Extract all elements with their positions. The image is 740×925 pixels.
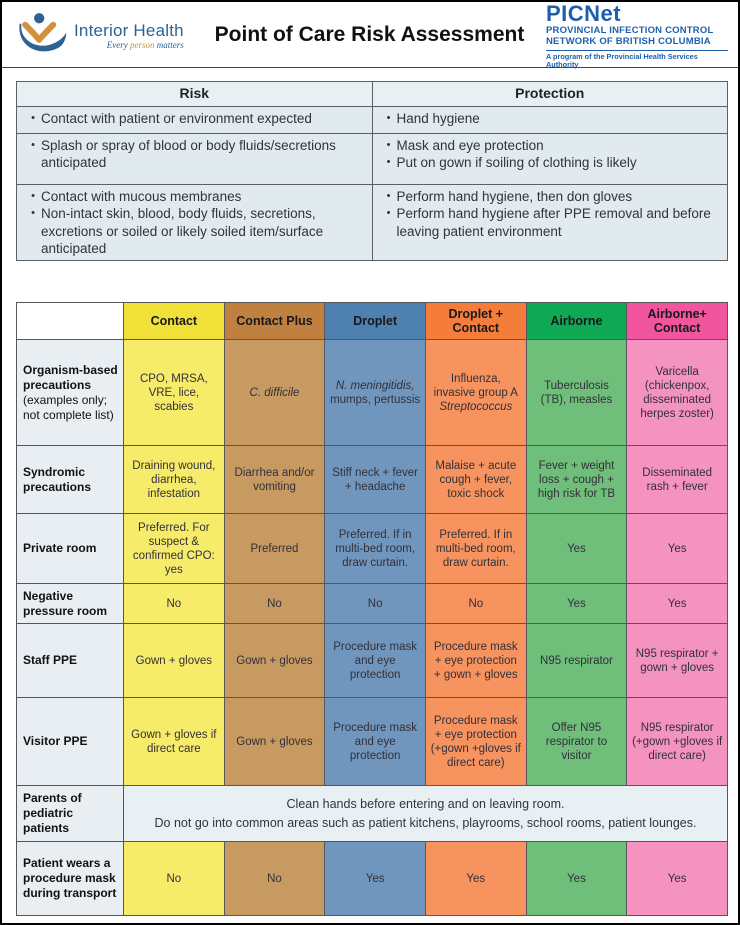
matrix-body [17, 340, 728, 916]
picnet-subtitle: A program of the Provincial Health Services Authority [546, 51, 698, 69]
bullet-icon: • [31, 190, 35, 202]
bullet-text: Put on gown if soiling of clothing is likely [396, 155, 637, 171]
row-label [17, 698, 124, 786]
row-label [17, 340, 124, 446]
tagline-word: person [130, 39, 155, 50]
cell-text: N. meningitidis, [335, 379, 415, 392]
span-cell [124, 786, 728, 842]
row-label-text: Syndromic precautions [23, 464, 92, 494]
column-header-airborne: Airborne [526, 303, 627, 340]
row-label-text: Negative pressure room [23, 588, 108, 618]
tagline-word: Every [106, 39, 128, 50]
bullet-text: Non-intact skin, blood, body fluids, secretions, excretions or soiled or likely soiled item/surface anticipated [41, 206, 324, 256]
bullet-icon: • [31, 112, 35, 124]
matrix-row [17, 624, 728, 698]
matrix-row [17, 514, 728, 584]
matrix-cell: Gown + gloves if direct care [124, 698, 225, 786]
protection-cell [372, 185, 728, 261]
matrix-cell: Gown + gloves [224, 698, 325, 786]
column-header-airborne-contact: Airborne+ Contact [627, 303, 728, 340]
matrix-cell: Fever + weight loss + cough + high risk for TB [526, 446, 627, 514]
column-header-contact: Contact [124, 303, 225, 340]
matrix-cell: Varicella (chickenpox, disseminated herpes zoster) [627, 340, 728, 446]
risk-cell [17, 107, 373, 134]
risk-table-row [17, 185, 728, 261]
bullet-icon: • [386, 139, 391, 151]
matrix-cell: Procedure mask + eye protection (+gown +gloves if direct care) [425, 698, 526, 786]
matrix-cell: Yes [325, 842, 426, 916]
matrix-cell: Yes [627, 842, 728, 916]
matrix-cell: Tuberculosis (TB), measles [526, 340, 627, 446]
bullet-item [381, 205, 722, 240]
bullet-text: Splash or spray of blood or body fluids/secretions anticipated [41, 138, 336, 171]
matrix-cell [425, 340, 526, 446]
bullet-icon: • [31, 139, 35, 151]
matrix-cell: Stiff neck + fever + headache [325, 446, 426, 514]
row-label [17, 584, 124, 624]
bullet-text: Mask and eye protection [396, 138, 544, 153]
interior-health-tagline [74, 40, 184, 50]
matrix-cell: No [425, 584, 526, 624]
row-label [17, 514, 124, 584]
picnet-line2: NETWORK OF BRITISH COLUMBIA [546, 35, 711, 47]
matrix-row [17, 584, 728, 624]
picnet-logo [546, 2, 728, 68]
bullet-icon: • [386, 207, 391, 220]
matrix-cell: Procedure mask and eye protection [325, 698, 426, 786]
row-label [17, 624, 124, 698]
matrix-cell: N95 respirator [526, 624, 627, 698]
matrix-cell: No [224, 584, 325, 624]
bullet-icon: • [31, 207, 35, 220]
matrix-cell [224, 340, 325, 446]
matrix-header-row [17, 303, 728, 340]
bullet-item [381, 154, 722, 171]
matrix-cell: Gown + gloves [124, 624, 225, 698]
corner-cell [17, 303, 124, 340]
matrix-cell: Draining wound, diarrhea, infestation [124, 446, 225, 514]
bullet-icon: • [386, 190, 391, 202]
row-label-text: Staff PPE [23, 653, 78, 668]
matrix-row [17, 446, 728, 514]
bullet-item [381, 137, 722, 154]
risk-table-row [17, 134, 728, 185]
picnet-rule [546, 50, 728, 51]
protection-cell [372, 134, 728, 185]
page-header [2, 2, 738, 68]
matrix-cell: N95 respirator + gown + gloves [627, 624, 728, 698]
matrix-row [17, 698, 728, 786]
matrix-cell: Preferred. If in multi-bed room, draw curtain. [325, 514, 426, 584]
matrix-cell: N95 respirator (+gown +gloves if direct care) [627, 698, 728, 786]
matrix-cell: Malaise + acute cough + fever, toxic shock [425, 446, 526, 514]
row-label-note: (examples only; not complete list) [23, 392, 114, 422]
span-cell-line: Clean hands before entering and on leaving room. [286, 797, 565, 812]
matrix-cell: Preferred. If in multi-bed room, draw curtain. [425, 514, 526, 584]
bullet-item [25, 137, 366, 172]
risk-protection-table [16, 81, 728, 261]
bullet-item [381, 188, 722, 205]
row-label-text: Visitor PPE [23, 734, 88, 749]
matrix-row [17, 340, 728, 446]
row-label-text: Parents of pediatric patients [23, 791, 82, 836]
bullet-text: Contact with patient or environment expected [41, 111, 312, 126]
matrix-cell: Diarrhea and/or vomiting [224, 446, 325, 514]
bullet-text: Contact with mucous membranes [41, 189, 242, 204]
matrix-cell: Procedure mask + eye protection + gown + gloves [425, 624, 526, 698]
matrix-cell: Procedure mask and eye protection [325, 624, 426, 698]
bullet-text: Hand hygiene [396, 111, 480, 126]
risk-cell [17, 185, 373, 261]
column-header-droplet: Droplet [325, 303, 426, 340]
cell-text: mumps, pertussis [330, 393, 421, 406]
interior-health-text [74, 21, 184, 50]
cell-text: C. difficile [249, 386, 300, 399]
matrix-cell: No [325, 584, 426, 624]
picnet-line1: PROVINCIAL INFECTION CONTROL [546, 24, 714, 36]
matrix-cell: No [124, 584, 225, 624]
row-label [17, 786, 124, 842]
column-header-contact-plus: Contact Plus [224, 303, 325, 340]
matrix-cell: Yes [627, 584, 728, 624]
row-label-text: Patient wears a procedure mask during transport [23, 856, 117, 901]
risk-table-row [17, 107, 728, 134]
row-label [17, 446, 124, 514]
cell-text: Influenza, invasive group A [433, 372, 518, 399]
page-title: Point of Care Risk Assessment [214, 23, 525, 46]
row-label [17, 842, 124, 916]
row-label-text: Private room [23, 541, 97, 556]
protection-cell [372, 107, 728, 134]
bullet-item [381, 110, 722, 127]
risk-protection-body [17, 107, 728, 261]
interior-health-name: Interior Health [74, 20, 184, 40]
row-label-text: Organism-based precautions [23, 362, 118, 392]
matrix-cell: Yes [526, 584, 627, 624]
matrix-row [17, 842, 728, 916]
precautions-matrix-table [16, 302, 728, 916]
column-header-droplet-contact: Droplet + Contact [425, 303, 526, 340]
bullet-item [25, 110, 366, 127]
picnet-name: PICNet [546, 0, 622, 26]
matrix-cell: Offer N95 respirator to visitor [526, 698, 627, 786]
matrix-row [17, 786, 728, 842]
matrix-cell [325, 340, 426, 446]
matrix-cell: Yes [627, 514, 728, 584]
matrix-cell: Disseminated rash + fever [627, 446, 728, 514]
bullet-icon: • [386, 156, 391, 169]
interior-health-logo [14, 10, 199, 60]
risk-table-header-row [17, 82, 728, 107]
matrix-cell: No [224, 842, 325, 916]
matrix-cell: No [124, 842, 225, 916]
matrix-cell: Gown + gloves [224, 624, 325, 698]
matrix-cell: CPO, MRSA, VRE, lice, scabies [124, 340, 225, 446]
bullet-icon: • [386, 112, 391, 124]
bullet-text: Perform hand hygiene, then don gloves [396, 189, 633, 204]
interior-health-logo-icon [14, 10, 70, 60]
risk-cell [17, 134, 373, 185]
span-cell-line: Do not go into common areas such as patient kitchens, playrooms, school rooms, patient lounges. [154, 815, 697, 830]
matrix-cell: Yes [425, 842, 526, 916]
protection-column-header: Protection [372, 82, 728, 107]
matrix-cell: Preferred. For suspect & confirmed CPO: yes [124, 514, 225, 584]
matrix-cell: Preferred [224, 514, 325, 584]
risk-column-header: Risk [17, 82, 373, 107]
matrix-cell: Yes [526, 842, 627, 916]
bullet-text: Perform hand hygiene after PPE removal and before leaving patient environment [396, 206, 711, 239]
matrix-cell: Yes [526, 514, 627, 584]
bullet-item [25, 205, 366, 257]
tagline-word: matters [156, 39, 184, 50]
bullet-item [25, 188, 366, 205]
cell-text: Streptococcus [439, 400, 513, 413]
